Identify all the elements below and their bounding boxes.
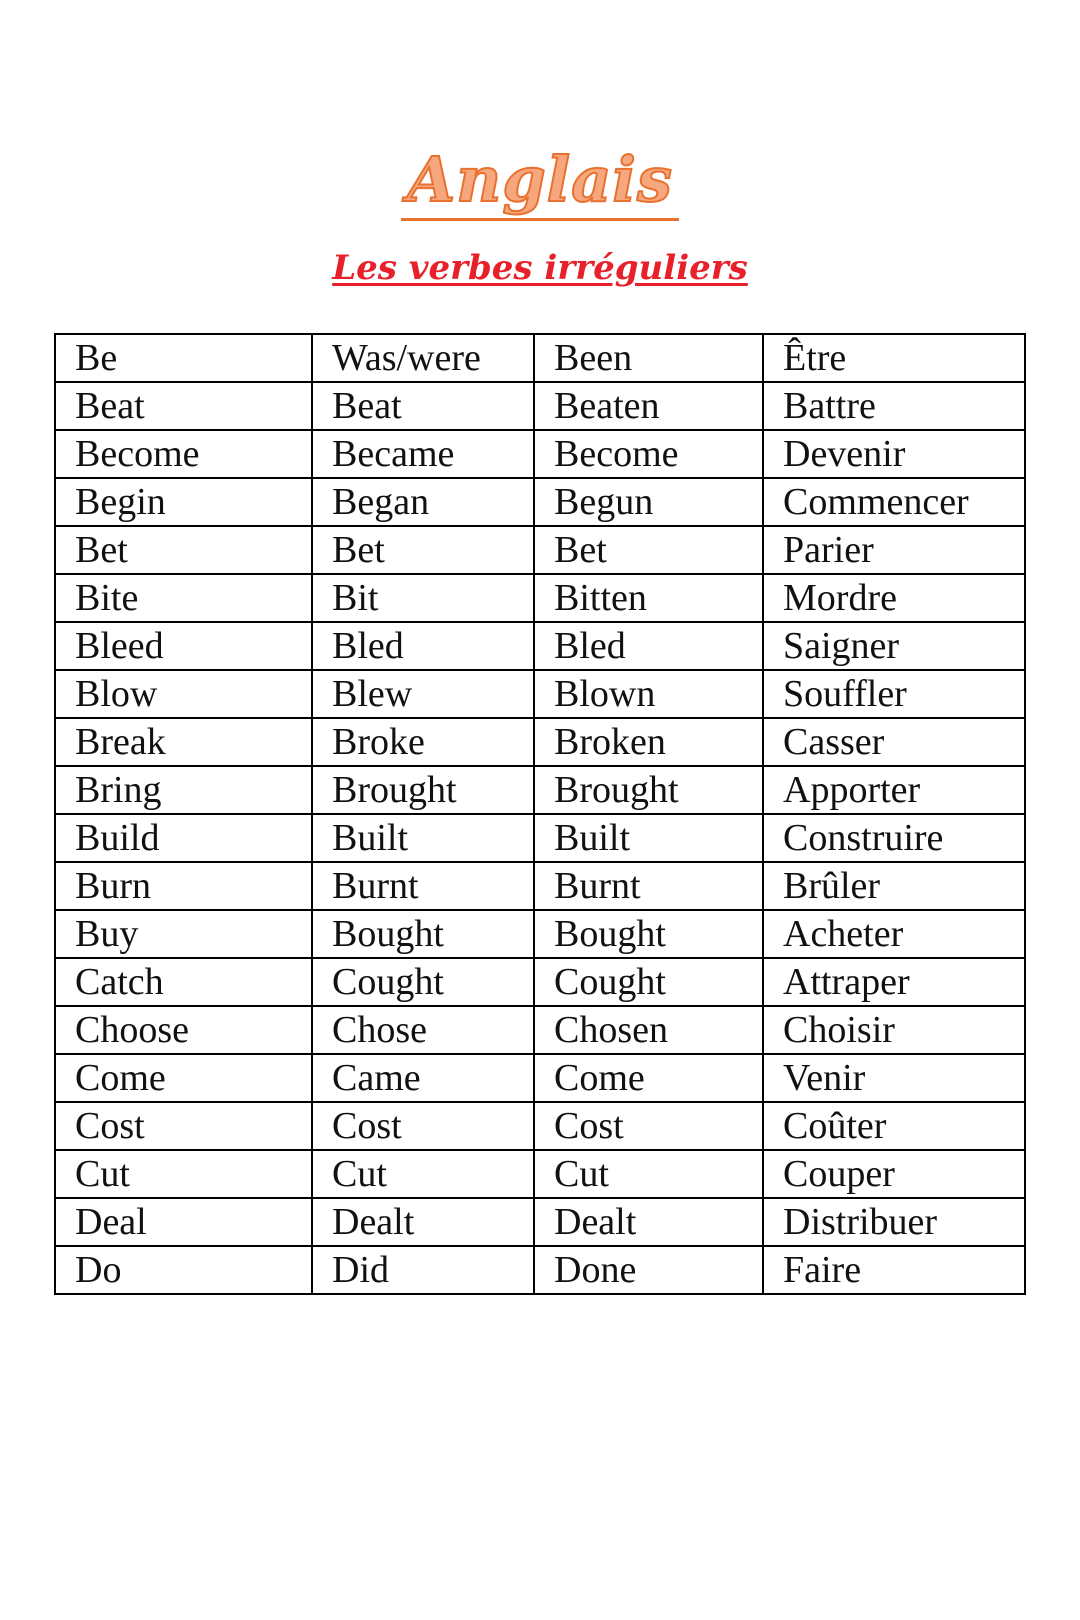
cell-infinitive: Bet bbox=[55, 526, 312, 574]
cell-infinitive: Bleed bbox=[55, 622, 312, 670]
cell-past-participle: Bitten bbox=[534, 574, 763, 622]
cell-infinitive: Become bbox=[55, 430, 312, 478]
cell-translation: Venir bbox=[763, 1054, 1025, 1102]
cell-preterit: Built bbox=[312, 814, 534, 862]
cell-past-participle: Broken bbox=[534, 718, 763, 766]
table-row bbox=[55, 910, 1025, 958]
cell-past-participle: Cost bbox=[534, 1102, 763, 1150]
cell-translation: Faire bbox=[763, 1246, 1025, 1294]
cell-past-participle: Blown bbox=[534, 670, 763, 718]
cell-infinitive: Catch bbox=[55, 958, 312, 1006]
cell-infinitive: Bring bbox=[55, 766, 312, 814]
table-row bbox=[55, 1150, 1025, 1198]
cell-preterit: Did bbox=[312, 1246, 534, 1294]
cell-translation: Mordre bbox=[763, 574, 1025, 622]
cell-translation: Construire bbox=[763, 814, 1025, 862]
cell-translation: Être bbox=[763, 334, 1025, 382]
cell-infinitive: Buy bbox=[55, 910, 312, 958]
cell-preterit: Cost bbox=[312, 1102, 534, 1150]
cell-preterit: Brought bbox=[312, 766, 534, 814]
cell-translation: Apporter bbox=[763, 766, 1025, 814]
table-row bbox=[55, 1054, 1025, 1102]
cell-translation: Couper bbox=[763, 1150, 1025, 1198]
cell-infinitive: Do bbox=[55, 1246, 312, 1294]
cell-preterit: Began bbox=[312, 478, 534, 526]
page-title-text: Anglais bbox=[401, 143, 679, 221]
table-row bbox=[55, 1246, 1025, 1294]
cell-preterit: Bet bbox=[312, 526, 534, 574]
cell-infinitive: Cost bbox=[55, 1102, 312, 1150]
cell-translation: Attraper bbox=[763, 958, 1025, 1006]
table-row bbox=[55, 862, 1025, 910]
cell-past-participle: Cut bbox=[534, 1150, 763, 1198]
cell-preterit: Cought bbox=[312, 958, 534, 1006]
table-row bbox=[55, 670, 1025, 718]
cell-translation: Casser bbox=[763, 718, 1025, 766]
cell-past-participle: Dealt bbox=[534, 1198, 763, 1246]
table-row bbox=[55, 1006, 1025, 1054]
cell-translation: Brûler bbox=[763, 862, 1025, 910]
page-title bbox=[0, 140, 1080, 220]
cell-infinitive: Be bbox=[55, 334, 312, 382]
cell-translation: Battre bbox=[763, 382, 1025, 430]
table-row bbox=[55, 814, 1025, 862]
cell-translation: Saigner bbox=[763, 622, 1025, 670]
cell-preterit: Broke bbox=[312, 718, 534, 766]
cell-preterit: Beat bbox=[312, 382, 534, 430]
cell-past-participle: Burnt bbox=[534, 862, 763, 910]
cell-infinitive: Begin bbox=[55, 478, 312, 526]
cell-preterit: Bought bbox=[312, 910, 534, 958]
cell-infinitive: Deal bbox=[55, 1198, 312, 1246]
cell-translation: Souffler bbox=[763, 670, 1025, 718]
cell-past-participle: Cought bbox=[534, 958, 763, 1006]
page-subtitle-text: Les verbes irréguliers bbox=[332, 248, 748, 288]
table-row bbox=[55, 718, 1025, 766]
cell-preterit: Was/were bbox=[312, 334, 534, 382]
table-row bbox=[55, 766, 1025, 814]
cell-infinitive: Bite bbox=[55, 574, 312, 622]
cell-preterit: Burnt bbox=[312, 862, 534, 910]
cell-translation: Parier bbox=[763, 526, 1025, 574]
cell-past-participle: Built bbox=[534, 814, 763, 862]
verbs-table-body bbox=[55, 334, 1025, 1294]
table-row bbox=[55, 382, 1025, 430]
table-row bbox=[55, 430, 1025, 478]
table-row bbox=[55, 1198, 1025, 1246]
cell-past-participle: Bled bbox=[534, 622, 763, 670]
table-row bbox=[55, 958, 1025, 1006]
cell-infinitive: Blow bbox=[55, 670, 312, 718]
cell-preterit: Came bbox=[312, 1054, 534, 1102]
cell-infinitive: Burn bbox=[55, 862, 312, 910]
cell-translation: Coûter bbox=[763, 1102, 1025, 1150]
table-row bbox=[55, 478, 1025, 526]
cell-translation: Devenir bbox=[763, 430, 1025, 478]
cell-past-participle: Beaten bbox=[534, 382, 763, 430]
table-row bbox=[55, 334, 1025, 382]
table-row bbox=[55, 622, 1025, 670]
cell-past-participle: Been bbox=[534, 334, 763, 382]
table-row bbox=[55, 526, 1025, 574]
cell-translation: Acheter bbox=[763, 910, 1025, 958]
cell-past-participle: Become bbox=[534, 430, 763, 478]
cell-past-participle: Come bbox=[534, 1054, 763, 1102]
cell-past-participle: Begun bbox=[534, 478, 763, 526]
cell-preterit: Cut bbox=[312, 1150, 534, 1198]
irregular-verbs-table bbox=[54, 333, 1026, 1295]
cell-infinitive: Break bbox=[55, 718, 312, 766]
cell-infinitive: Build bbox=[55, 814, 312, 862]
table-row bbox=[55, 1102, 1025, 1150]
cell-translation: Commencer bbox=[763, 478, 1025, 526]
cell-preterit: Became bbox=[312, 430, 534, 478]
cell-translation: Choisir bbox=[763, 1006, 1025, 1054]
cell-past-participle: Bought bbox=[534, 910, 763, 958]
cell-past-participle: Chosen bbox=[534, 1006, 763, 1054]
cell-infinitive: Come bbox=[55, 1054, 312, 1102]
page-subtitle bbox=[0, 246, 1080, 290]
cell-preterit: Blew bbox=[312, 670, 534, 718]
cell-infinitive: Cut bbox=[55, 1150, 312, 1198]
cell-past-participle: Brought bbox=[534, 766, 763, 814]
cell-past-participle: Bet bbox=[534, 526, 763, 574]
cell-past-participle: Done bbox=[534, 1246, 763, 1294]
table-row bbox=[55, 574, 1025, 622]
cell-preterit: Bit bbox=[312, 574, 534, 622]
cell-preterit: Bled bbox=[312, 622, 534, 670]
cell-infinitive: Choose bbox=[55, 1006, 312, 1054]
cell-preterit: Chose bbox=[312, 1006, 534, 1054]
cell-preterit: Dealt bbox=[312, 1198, 534, 1246]
cell-translation: Distribuer bbox=[763, 1198, 1025, 1246]
cell-infinitive: Beat bbox=[55, 382, 312, 430]
